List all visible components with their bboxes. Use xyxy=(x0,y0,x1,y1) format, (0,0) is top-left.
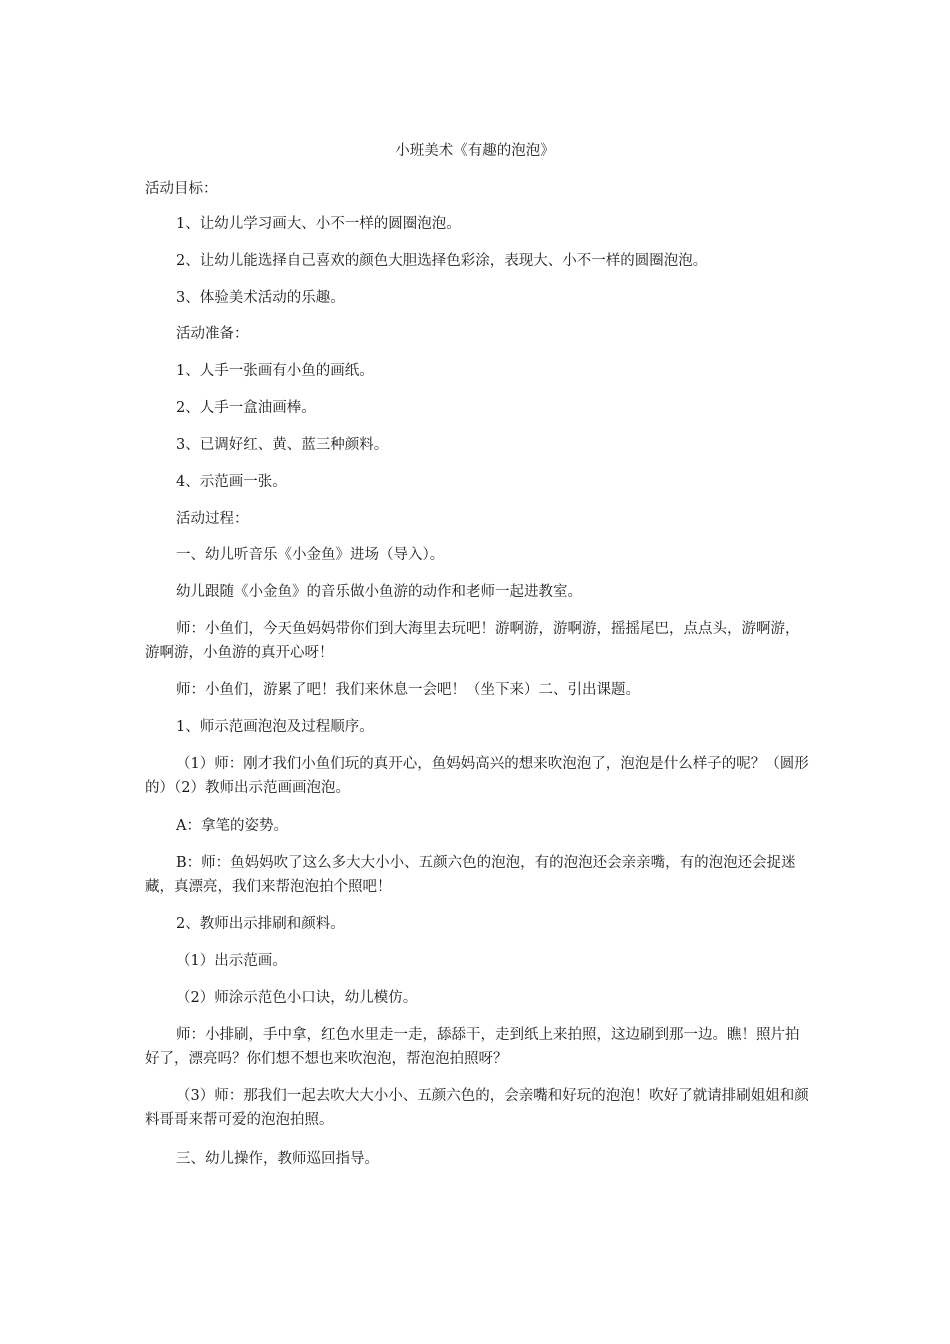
paragraph: 一、幼儿听音乐《小金鱼》进场（导入）。 xyxy=(176,547,445,563)
paragraph: （1）师：刚才我们小鱼们玩的真开心，鱼妈妈高兴的想来吹泡泡了，泡泡是什么样子的呢？（圆形的）（2）教师出示范画画泡泡。 xyxy=(145,756,809,796)
document-title: 小班美术《有趣的泡泡》 xyxy=(395,143,555,159)
paragraph: 1、人手一张画有小鱼的画纸。 xyxy=(176,363,374,379)
paragraph: 3、已调好红、黄、蓝三种颜料。 xyxy=(176,437,389,453)
paragraph-goals-heading: 活动目标： xyxy=(145,181,218,197)
paragraph: 3、体验美术活动的乐趣。 xyxy=(176,290,345,306)
paragraph: 4、示范画一张。 xyxy=(176,474,287,490)
paragraph-prep-heading: 活动准备： xyxy=(176,326,249,342)
paragraph: 三、幼儿操作，教师巡回指导。 xyxy=(176,1151,379,1167)
paragraph: （1）出示范画。 xyxy=(176,953,287,969)
paragraph: 师：小鱼们，今天鱼妈妈带你们到大海里去玩吧！游啊游，游啊游，摇摇尾巴，点点头，游啊游，游啊游，小鱼游的真开心呀！ xyxy=(145,621,800,661)
paragraph-process-heading: 活动过程： xyxy=(176,511,249,527)
paragraph: 幼儿跟随《小金鱼》的音乐做小鱼游的动作和老师一起进教室。 xyxy=(176,584,582,600)
paragraph: 师：小排刷，手中拿，红色水里走一走，舔舔干，走到纸上来拍照，这边刷到那一边。瞧！照片拍好了，漂亮吗？你们想不想也来吹泡泡，帮泡泡拍照呀？ xyxy=(145,1027,800,1067)
paragraph: B：师：鱼妈妈吹了这么多大大小小、五颜六色的泡泡，有的泡泡还会亲亲嘴，有的泡泡还会捉迷藏，真漂亮，我们来帮泡泡拍个照吧！ xyxy=(145,855,796,895)
paragraph: （2）师涂示范色小口诀，幼儿模仿。 xyxy=(176,990,418,1006)
paragraph: 1、让幼儿学习画大、小不一样的圆圈泡泡。 xyxy=(176,216,461,232)
paragraph: A：拿笔的姿势。 xyxy=(176,818,288,834)
paragraph: （3）师：那我们一起去吹大大小小、五颜六色的，会亲嘴和好玩的泡泡！吹好了就请排刷姐姐和颜料哥哥来帮可爱的泡泡拍照。 xyxy=(145,1088,809,1128)
paragraph: 1、师示范画泡泡及过程顺序。 xyxy=(176,719,374,735)
paragraph: 2、人手一盒油画棒。 xyxy=(176,400,316,416)
paragraph: 2、教师出示排刷和颜料。 xyxy=(176,916,345,932)
paragraph: 师：小鱼们，游累了吧！我们来休息一会吧！（坐下来）二、引出课题。 xyxy=(176,682,640,698)
paragraph: 2、让幼儿能选择自己喜欢的颜色大胆选择色彩涂，表现大、小不一样的圆圈泡泡。 xyxy=(176,253,708,269)
